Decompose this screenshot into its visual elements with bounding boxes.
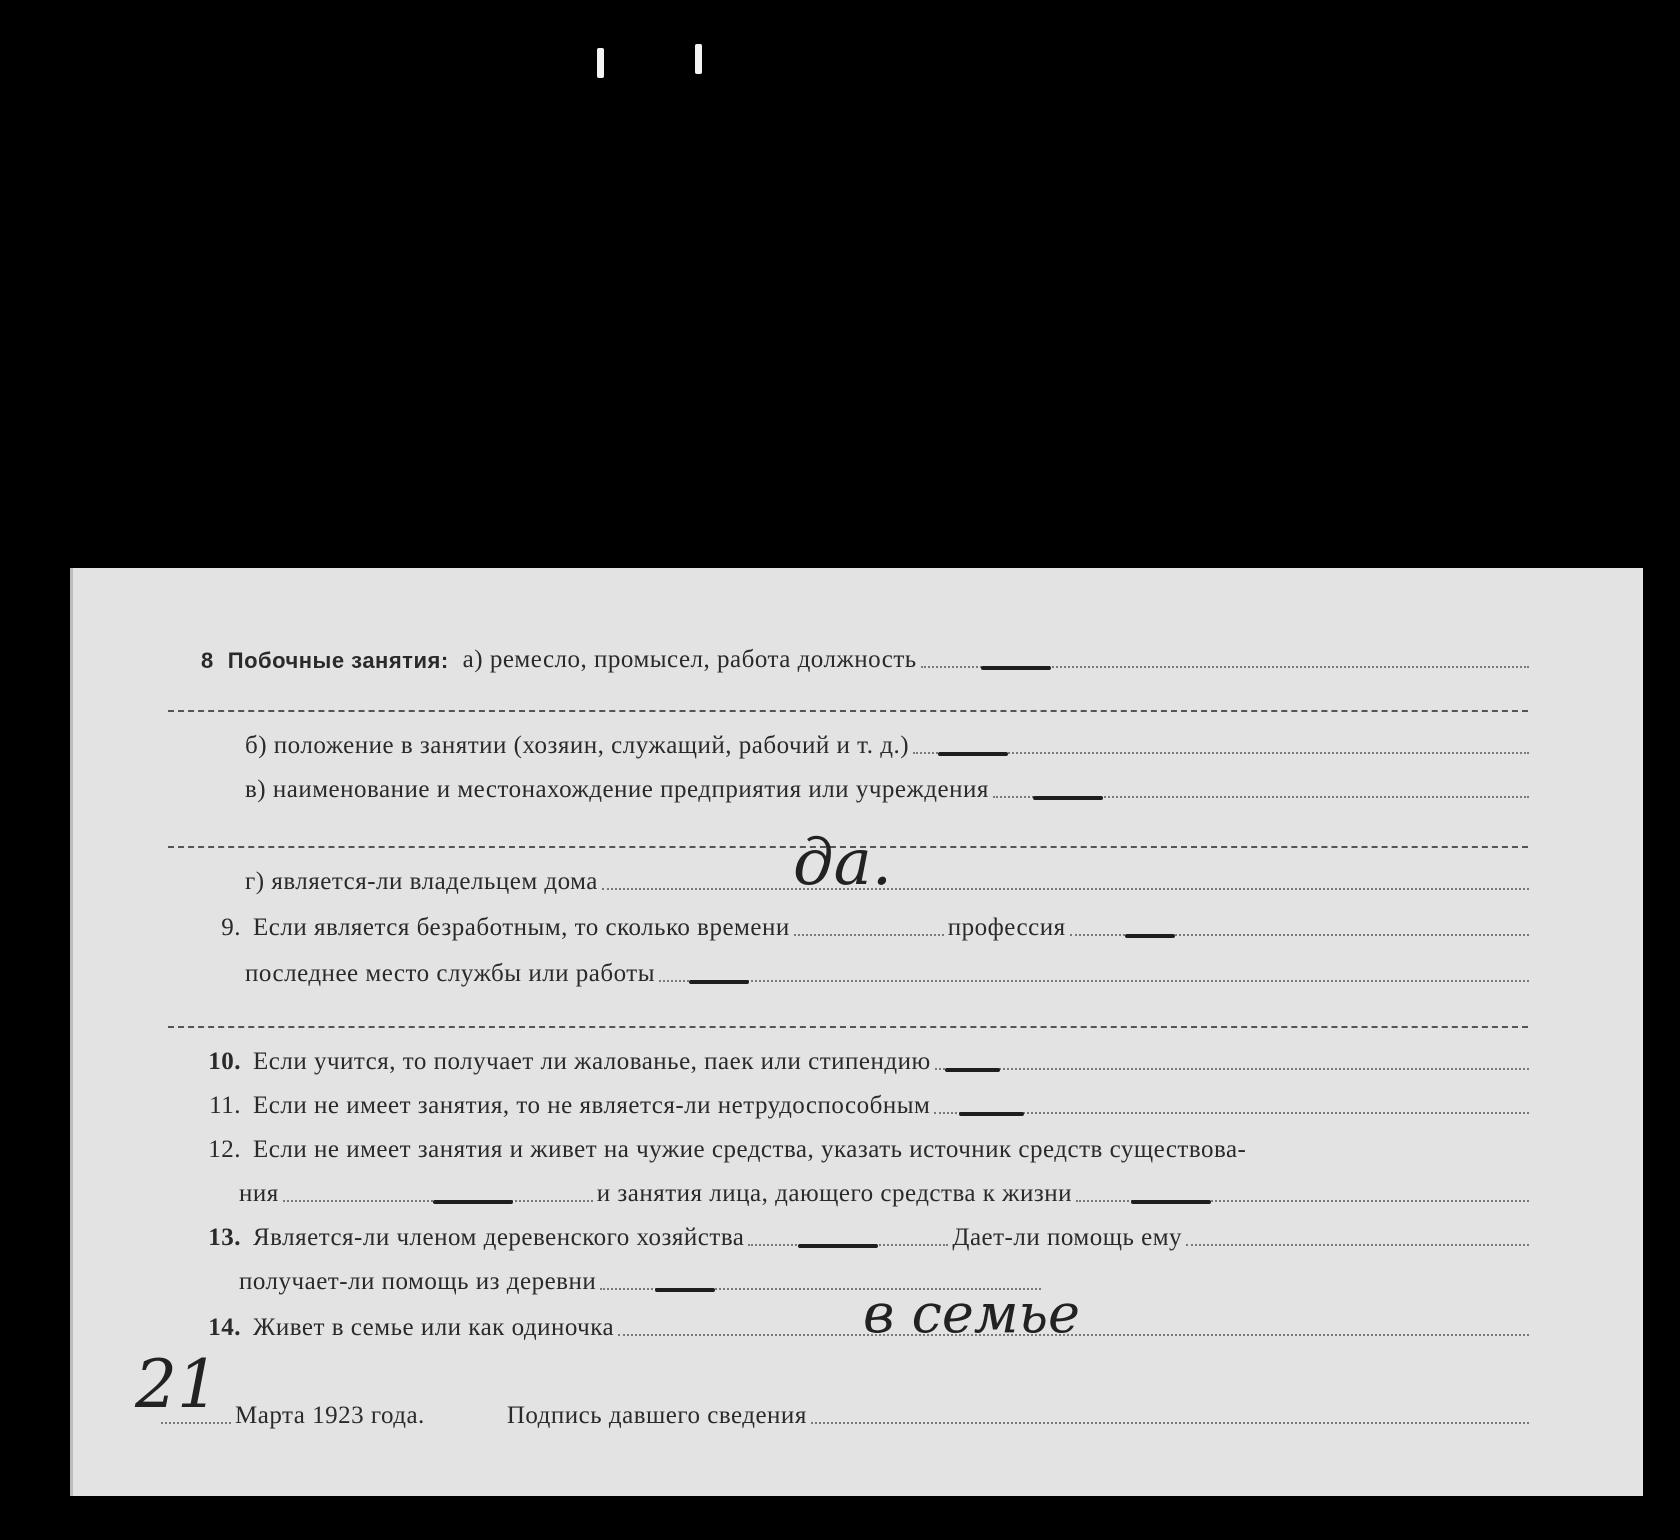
item8-line-b [245, 732, 1533, 760]
item8-number: 8 [201, 648, 214, 673]
item8-a-dash [981, 666, 1051, 670]
item9-time-field [794, 934, 944, 936]
item14-answer: в семье [863, 1282, 1080, 1345]
item8-a-label: а) ремесло, промысел, работа должность [462, 646, 917, 673]
film-mark-left [597, 48, 604, 78]
item13-member-field [748, 1244, 948, 1246]
item9-label: Если является безработным, то сколько времени [253, 914, 790, 941]
item9-line [191, 914, 1533, 942]
item8-b-dash [938, 752, 1008, 756]
item11-dash [959, 1112, 1024, 1116]
item8-v-dash [1033, 796, 1103, 800]
item12-source-dash [433, 1200, 513, 1204]
footer-signature-field [811, 1422, 1529, 1424]
item12-person-dash [1131, 1200, 1211, 1204]
item9-profession-field [1070, 934, 1529, 936]
footer-day-field [161, 1422, 231, 1424]
item9-dash [1125, 934, 1175, 938]
item8-rule [168, 710, 1528, 712]
item9-last-place-field [659, 980, 1529, 982]
footer-line [161, 1402, 1533, 1430]
item9-last-dash [689, 980, 749, 984]
item8-g-label: г) является-ли владельцем дома [245, 868, 598, 895]
footer-date: Марта 1923 года. [235, 1402, 425, 1429]
item13-line [191, 1224, 1533, 1252]
item8-line-v [245, 776, 1533, 804]
item9-number: 9. [221, 914, 241, 941]
item12-label: Если не имеет занятия и живет на чужие средства, указать источник средств существова- [253, 1136, 1247, 1163]
item8-title: Побочные занятия: [227, 648, 449, 673]
census-form-card [70, 568, 1643, 1496]
item12-line-cont [239, 1180, 1533, 1208]
item13-label: Является-ли членом деревенского хозяйства [253, 1224, 745, 1251]
item8-b-label: б) положение в занятии (хозяин, служащий, рабочий и т. д.) [245, 732, 910, 759]
item12-line [191, 1136, 1533, 1164]
item10-line [191, 1048, 1533, 1076]
item13-help-label: Дает-ли помощь ему [952, 1224, 1183, 1251]
item9-last-place-label: последнее место службы или работы [245, 960, 656, 987]
footer-day: 21 [135, 1346, 219, 1423]
item14-line [191, 1314, 1533, 1342]
item9-line-last [245, 960, 1533, 988]
film-mark-right [695, 44, 702, 74]
item13-number: 13. [208, 1224, 241, 1251]
item10-field [935, 1068, 1529, 1070]
item14-number: 14. [208, 1314, 241, 1341]
item8-line-a [201, 646, 1533, 674]
item8-a-field [921, 666, 1529, 668]
item8-v-field [993, 796, 1529, 798]
item14-label: Живет в семье или как одиночка [253, 1314, 615, 1341]
item11-line [191, 1092, 1533, 1120]
item12-cont2-label: и занятия лица, дающего средства к жизни [596, 1180, 1072, 1207]
item11-field [934, 1112, 1529, 1114]
item13-receives-label: получает-ли помощь из деревни [239, 1268, 597, 1295]
item12-number: 12. [208, 1136, 241, 1163]
item8-v-label: в) наименование и местонахождение предприятия или учреждения [245, 776, 989, 803]
item8-g-field [602, 888, 1529, 890]
item10-number: 10. [208, 1048, 241, 1075]
item13-dash [798, 1244, 878, 1248]
item12-source-field [283, 1200, 593, 1202]
item9-rule [168, 1026, 1528, 1028]
item12-person-field [1076, 1200, 1529, 1202]
item8-g-answer: да. [793, 826, 893, 900]
item11-number: 11. [209, 1092, 241, 1119]
item13-help-field [1186, 1244, 1529, 1246]
item10-label: Если учится, то получает ли жалованье, паек или стипендию [253, 1048, 931, 1075]
item11-label: Если не имеет занятия, то не является-ли нетрудоспособным [253, 1092, 931, 1119]
item12-cont-label: ния [239, 1180, 279, 1207]
item8-b-field [913, 752, 1529, 754]
item9-profession-label: профессия [947, 914, 1066, 941]
item13-receives-dash [655, 1288, 715, 1292]
item10-dash [945, 1068, 1000, 1072]
footer-signature-label: Подпись давшего сведения [506, 1402, 807, 1429]
